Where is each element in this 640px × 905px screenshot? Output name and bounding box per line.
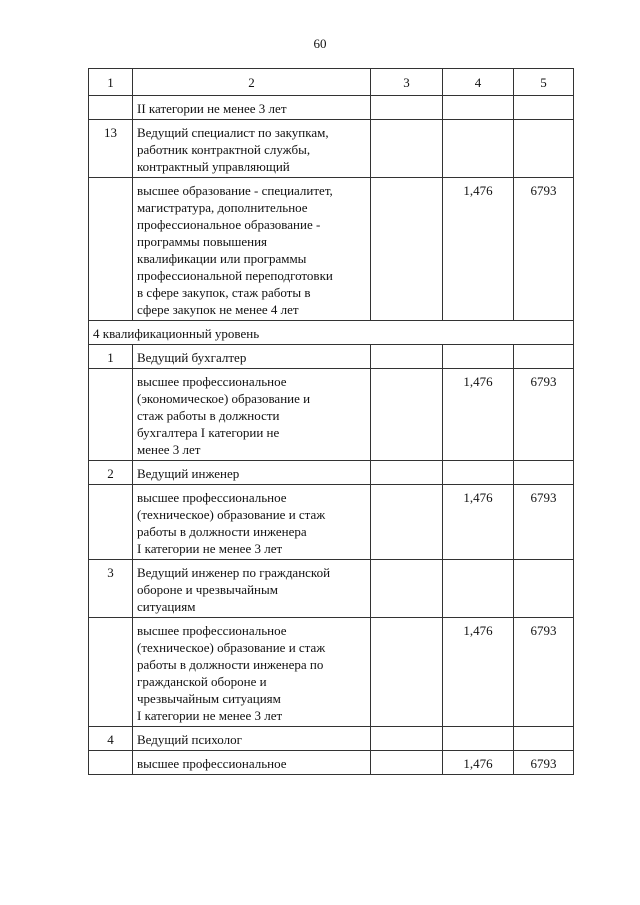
row-col3 [371, 96, 443, 120]
row-number: 1 [89, 345, 133, 369]
row-col3 [371, 461, 443, 485]
description-line: высшее профессиональное [137, 490, 287, 505]
table-body [89, 96, 574, 775]
row-coefficient [443, 345, 514, 369]
row-coefficient [443, 727, 514, 751]
description-line: высшее профессиональное [137, 623, 287, 638]
row-coefficient [443, 560, 514, 618]
table-row [89, 618, 574, 727]
description-line: работы в должности инженера по [137, 657, 324, 672]
row-salary [514, 96, 574, 120]
description-line: стаж работы в должности [137, 408, 280, 423]
description-line: контрактный управляющий [137, 159, 290, 174]
table-row [89, 178, 574, 321]
row-number: 2 [89, 461, 133, 485]
description-line: Ведущий инженер [137, 466, 240, 481]
row-col3 [371, 369, 443, 461]
row-col3 [371, 178, 443, 321]
page-number: 60 [313, 36, 327, 51]
row-number [89, 369, 133, 461]
description-line: сфере закупок не менее 4 лет [137, 302, 299, 317]
description-line: работы в должности инженера [137, 524, 307, 539]
header-cell-3: 3 [371, 69, 443, 96]
row-description [133, 727, 371, 751]
table-row [89, 120, 574, 178]
row-col3 [371, 345, 443, 369]
header-cell-1: 1 [89, 69, 133, 96]
row-salary [514, 345, 574, 369]
row-number: 13 [89, 120, 133, 178]
row-col3 [371, 618, 443, 727]
row-coefficient: 1,476 [443, 178, 514, 321]
description-line: программы повышения [137, 234, 267, 249]
group-heading: 4 квалификационный уровень [89, 321, 574, 345]
description-line: высшее профессиональное [137, 374, 287, 389]
row-number: 4 [89, 727, 133, 751]
row-description [133, 485, 371, 560]
description-line: квалификации или программы [137, 251, 307, 266]
description-line: работник контрактной службы, [137, 142, 311, 157]
row-coefficient: 1,476 [443, 618, 514, 727]
row-coefficient [443, 96, 514, 120]
table-row [89, 345, 574, 369]
row-coefficient: 1,476 [443, 369, 514, 461]
row-number [89, 751, 133, 775]
row-number [89, 178, 133, 321]
row-col3 [371, 727, 443, 751]
table-row [89, 461, 574, 485]
row-salary: 6793 [514, 485, 574, 560]
row-description [133, 560, 371, 618]
row-salary: 6793 [514, 369, 574, 461]
row-salary [514, 727, 574, 751]
row-col3 [371, 560, 443, 618]
description-line: менее 3 лет [137, 442, 201, 457]
table-row [89, 560, 574, 618]
description-line: Ведущий психолог [137, 732, 242, 747]
row-number: 3 [89, 560, 133, 618]
row-description [133, 618, 371, 727]
row-coefficient: 1,476 [443, 751, 514, 775]
row-number [89, 96, 133, 120]
header-row [89, 69, 574, 96]
header-cell-5: 5 [514, 69, 574, 96]
qualification-table [88, 68, 574, 775]
row-salary: 6793 [514, 618, 574, 727]
description-line: I категории не менее 3 лет [137, 541, 283, 556]
description-line: (техническое) образование и стаж [137, 640, 326, 655]
description-line: (экономическое) образование и [137, 391, 311, 406]
description-line: высшее образование - специалитет, [137, 183, 333, 198]
description-line: чрезвычайным ситуациям [137, 691, 281, 706]
row-salary: 6793 [514, 751, 574, 775]
row-coefficient [443, 120, 514, 178]
row-description [133, 345, 371, 369]
table-row [89, 369, 574, 461]
row-description [133, 120, 371, 178]
description-line: Ведущий бухгалтер [137, 350, 247, 365]
table-row [89, 96, 574, 120]
table-row [89, 751, 574, 775]
description-line: профессиональное образование - [137, 217, 321, 232]
row-salary [514, 461, 574, 485]
description-line: магистратура, дополнительное [137, 200, 308, 215]
description-line: профессиональной переподготовки [137, 268, 333, 283]
description-line: бухгалтера I категории не [137, 425, 280, 440]
description-line: гражданской обороне и [137, 674, 267, 689]
table-row [89, 727, 574, 751]
description-line: высшее профессиональное [137, 756, 287, 771]
row-col3 [371, 120, 443, 178]
row-description [133, 369, 371, 461]
row-salary [514, 560, 574, 618]
header-cell-4: 4 [443, 69, 514, 96]
description-line: Ведущий инженер по гражданской [137, 565, 331, 580]
row-description [133, 751, 371, 775]
description-line: II категории не менее 3 лет [137, 101, 287, 116]
description-line: I категории не менее 3 лет [137, 708, 283, 723]
header-cell-2: 2 [133, 69, 371, 96]
description-line: обороне и чрезвычайным [137, 582, 278, 597]
row-number [89, 618, 133, 727]
row-description [133, 178, 371, 321]
group-row [89, 321, 574, 345]
row-description [133, 96, 371, 120]
table-row [89, 485, 574, 560]
row-salary: 6793 [514, 178, 574, 321]
description-line: в сфере закупок, стаж работы в [137, 285, 311, 300]
description-line: (техническое) образование и стаж [137, 507, 326, 522]
row-salary [514, 120, 574, 178]
row-number [89, 485, 133, 560]
row-description [133, 461, 371, 485]
description-line: Ведущий специалист по закупкам, [137, 125, 329, 140]
row-col3 [371, 485, 443, 560]
row-col3 [371, 751, 443, 775]
description-line: ситуациям [137, 599, 196, 614]
row-coefficient [443, 461, 514, 485]
row-coefficient: 1,476 [443, 485, 514, 560]
